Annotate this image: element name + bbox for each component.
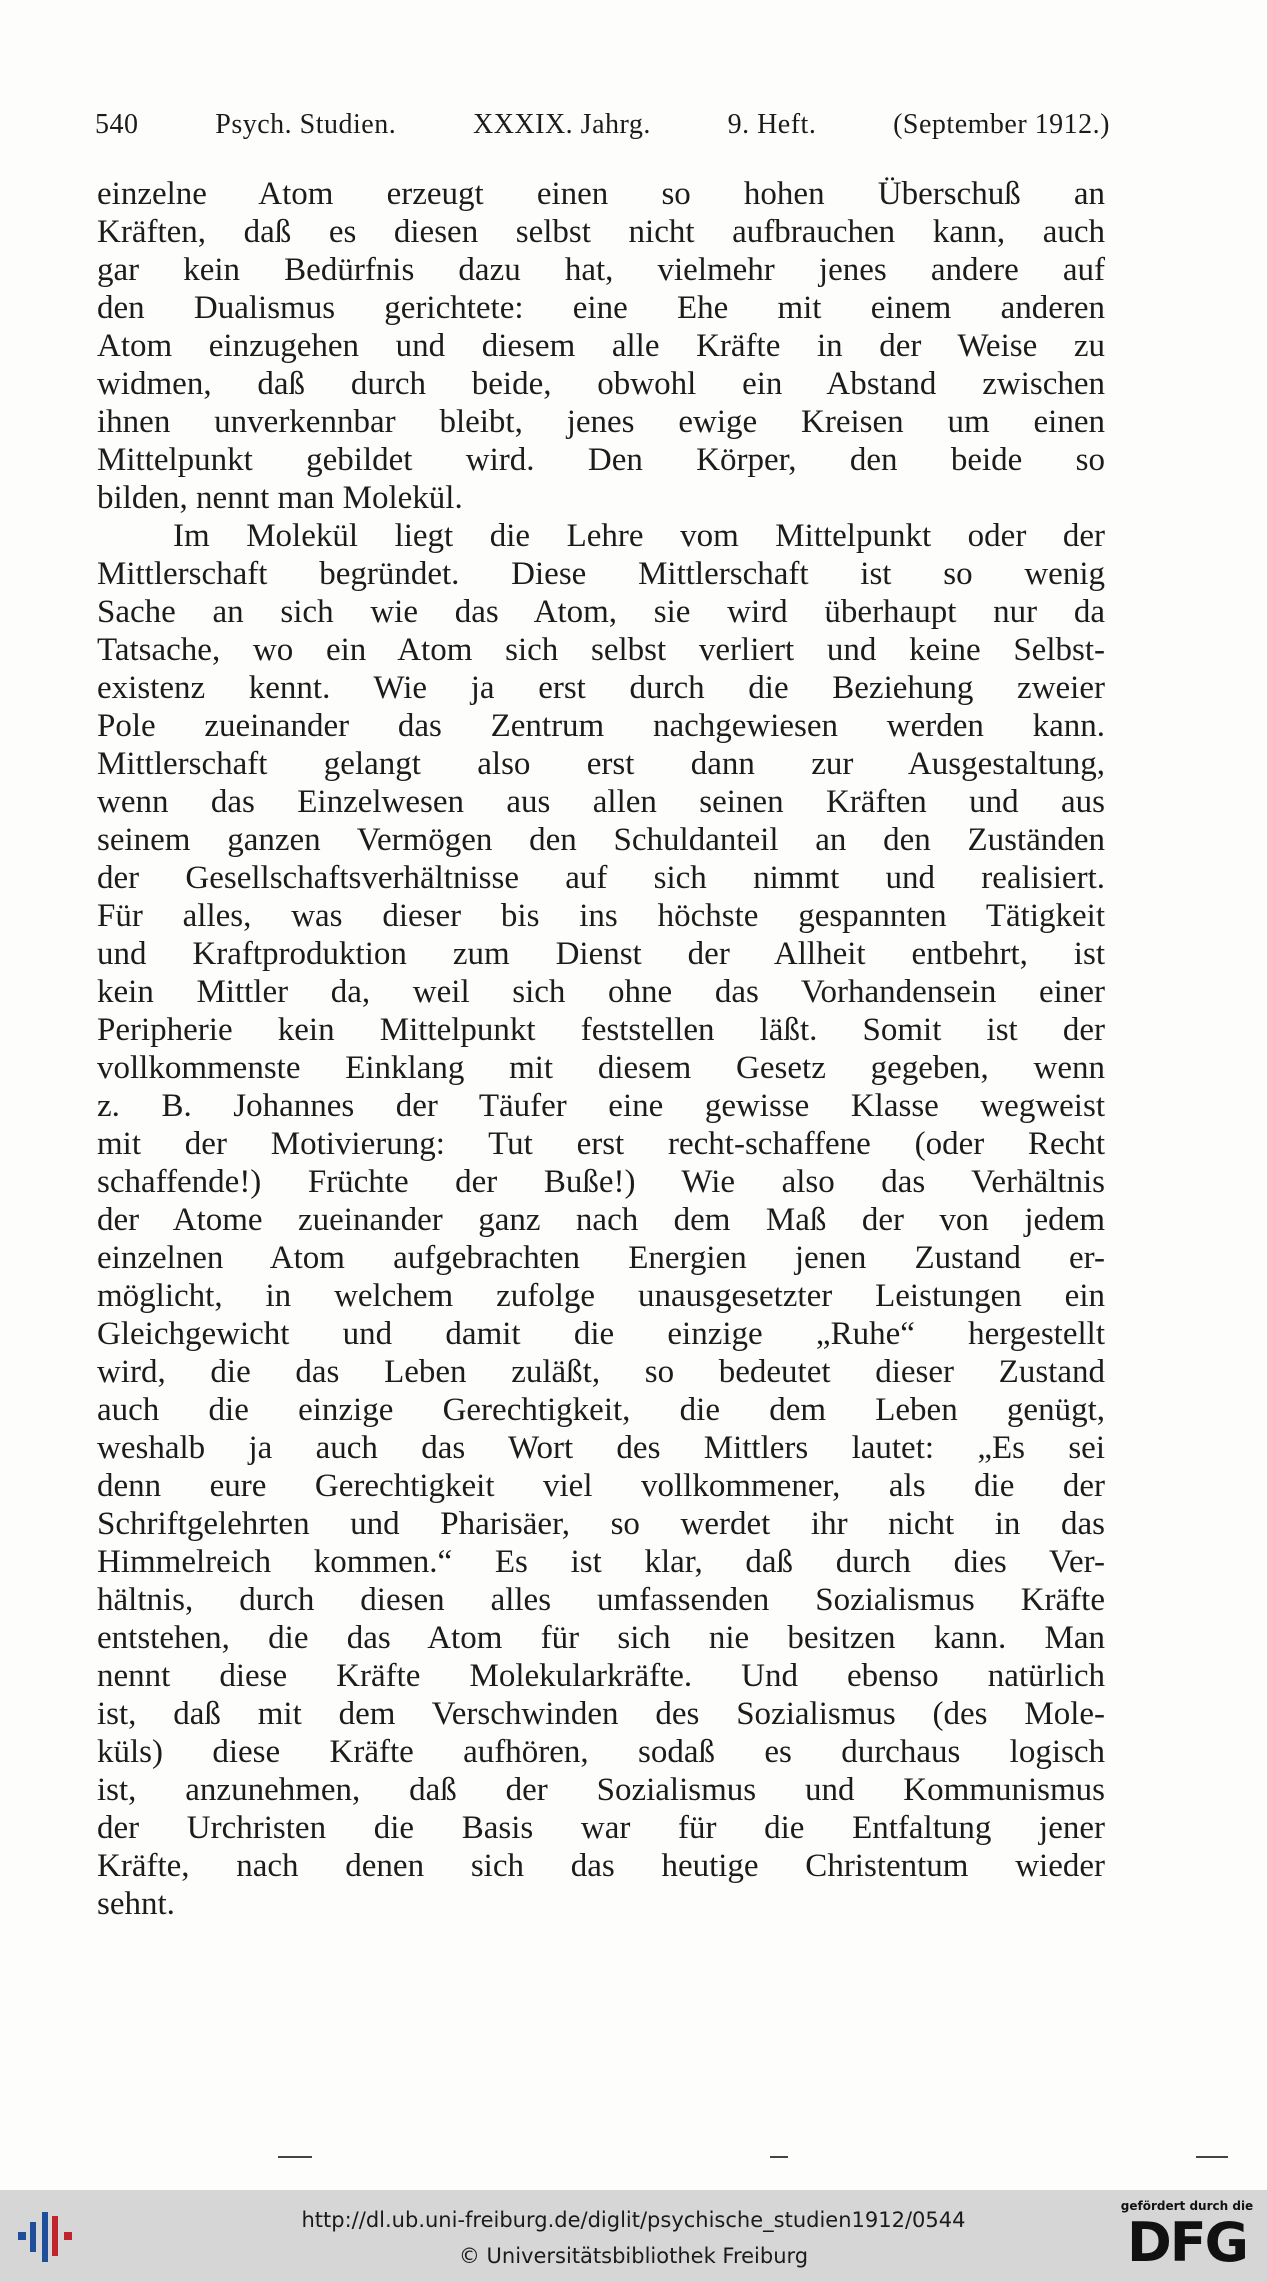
- issue: 9. Heft.: [727, 109, 817, 140]
- issue-date: (September 1912.): [893, 109, 1110, 140]
- text-line: Für alles, was dieser bis ins höchste gespannten Tätigkeit: [97, 898, 1105, 934]
- text-line: Im Molekül liegt die Lehre vom Mittelpunkt oder der: [173, 518, 1105, 554]
- copyright-notice: © Universitätsbibliothek Freiburg: [458, 2244, 809, 2268]
- text-line: auch die einzige Gerechtigkeit, die dem Leben genügt,: [97, 1392, 1105, 1428]
- text-line: denn eure Gerechtigkeit viel vollkommener, als die der: [97, 1468, 1105, 1504]
- text-line: der Atome zueinander ganz nach dem Maß der von jedem: [97, 1202, 1105, 1238]
- dfg-caption: gefördert durch die: [1120, 2199, 1254, 2213]
- text-line: und Kraftproduktion zum Dienst der Allheit entbehrt, ist: [97, 936, 1105, 972]
- text-line: möglicht, in welchem zufolge unausgesetzter Leistungen ein: [97, 1278, 1105, 1314]
- text-line: weshalb ja auch das Wort des Mittlers lautet: „Es sei: [97, 1430, 1105, 1466]
- text-line: vollkommenste Einklang mit diesem Gesetz gegeben, wenn: [97, 1050, 1105, 1086]
- text-line: Mittlerschaft gelangt also erst dann zur Ausgestaltung,: [97, 746, 1105, 782]
- text-line: kein Mittler da, weil sich ohne das Vorhandensein einer: [97, 974, 1105, 1010]
- text-line: wird, die das Leben zuläßt, so bedeutet dieser Zustand: [97, 1354, 1105, 1390]
- text-line: mit der Motivierung: Tut erst recht-schaffene (oder Recht: [97, 1126, 1105, 1162]
- text-line: gar kein Bedürfnis dazu hat, vielmehr jenes andere auf: [97, 252, 1105, 288]
- dfg-mark: DFG: [1126, 2211, 1248, 2274]
- text-line: Gleichgewicht und damit die einzige „Ruhe“ hergestellt: [97, 1316, 1105, 1352]
- text-line: widmen, daß durch beide, obwohl ein Abstand zwischen: [97, 366, 1105, 402]
- text-line: Mittelpunkt gebildet wird. Den Körper, den beide so: [97, 442, 1105, 478]
- text-line: der Urchristen die Basis war für die Entfaltung jener: [97, 1810, 1105, 1846]
- text-line: einzelnen Atom aufgebrachten Energien jenen Zustand er-: [97, 1240, 1105, 1276]
- text-line: Kräfte, nach denen sich das heutige Christentum wieder: [97, 1848, 1105, 1884]
- text-line: den Dualismus gerichtete: eine Ehe mit einem anderen: [97, 290, 1105, 326]
- text-line: seinem ganzen Vermögen den Schuldanteil an den Zuständen: [97, 822, 1105, 858]
- text-line: nennt diese Kräfte Molekularkräfte. Und ebenso natürlich: [97, 1658, 1105, 1694]
- text-line: Atom einzugehen und diesem alle Kräfte in der Weise zu: [97, 328, 1105, 364]
- dfg-logo: [1117, 2198, 1257, 2272]
- text-line: Pole zueinander das Zentrum nachgewiesen werden kann.: [97, 708, 1105, 744]
- text-line: wenn das Einzelwesen aus allen seinen Kräften und aus: [97, 784, 1105, 820]
- text-line: ist, daß mit dem Verschwinden des Sozialismus (des Mole-: [97, 1696, 1105, 1732]
- text-line: Kräften, daß es diesen selbst nicht aufbrauchen kann, auch: [97, 214, 1105, 250]
- text-line: schaffende!) Früchte der Buße!) Wie also das Verhältnis: [97, 1164, 1105, 1200]
- footer-bar: [0, 2190, 1267, 2282]
- rule-mark: [1196, 2156, 1228, 2158]
- running-head: [95, 108, 1110, 142]
- text-line: ist, anzunehmen, daß der Sozialismus und Kommunismus: [97, 1772, 1105, 1808]
- text-line: Tatsache, wo ein Atom sich selbst verliert und keine Selbst-: [97, 632, 1105, 668]
- body-text: [97, 175, 1105, 1923]
- text-line: existenz kennt. Wie ja erst durch die Beziehung zweier: [97, 670, 1105, 706]
- text-line: z. B. Johannes der Täufer eine gewisse Klasse wegweist: [97, 1088, 1105, 1124]
- text-line: Schriftgelehrten und Pharisäer, so werdet ihr nicht in das: [97, 1506, 1105, 1542]
- journal-title: Psych. Studien.: [215, 109, 397, 140]
- text-line: hältnis, durch diesen alles umfassenden Sozialismus Kräfte: [97, 1582, 1105, 1618]
- volume: XXXIX. Jahrg.: [472, 109, 651, 140]
- text-line: einzelne Atom erzeugt einen so hohen Überschuß an: [97, 176, 1105, 212]
- text-line: entstehen, die das Atom für sich nie besitzen kann. Man: [97, 1620, 1105, 1656]
- page-number: 540: [95, 109, 139, 140]
- rule-mark: [770, 2156, 788, 2158]
- text-line: Peripherie kein Mittelpunkt feststellen läßt. Somit ist der: [97, 1012, 1105, 1048]
- text-line: Sache an sich wie das Atom, sie wird überhaupt nur da: [97, 594, 1105, 630]
- text-line: sehnt.: [97, 1886, 175, 1922]
- page-bottom-rules: [0, 2156, 1267, 2158]
- text-line: Mittlerschaft begründet. Diese Mittlerschaft ist so wenig: [97, 556, 1105, 592]
- text-line: bilden, nennt man Molekül.: [97, 480, 463, 516]
- text-line: ihnen unverkennbar bleibt, jenes ewige Kreisen um einen: [97, 404, 1105, 440]
- text-line: Himmelreich kommen.“ Es ist klar, daß durch dies Ver-: [97, 1544, 1105, 1580]
- text-line: der Gesellschaftsverhältnisse auf sich nimmt und realisiert.: [97, 860, 1105, 896]
- rule-mark: [278, 2156, 312, 2158]
- text-line: küls) diese Kräfte aufhören, sodaß es durchaus logisch: [97, 1734, 1105, 1770]
- source-url[interactable]: http://dl.ub.uni-freiburg.de/diglit/psychische_studien1912/0544: [301, 2208, 966, 2232]
